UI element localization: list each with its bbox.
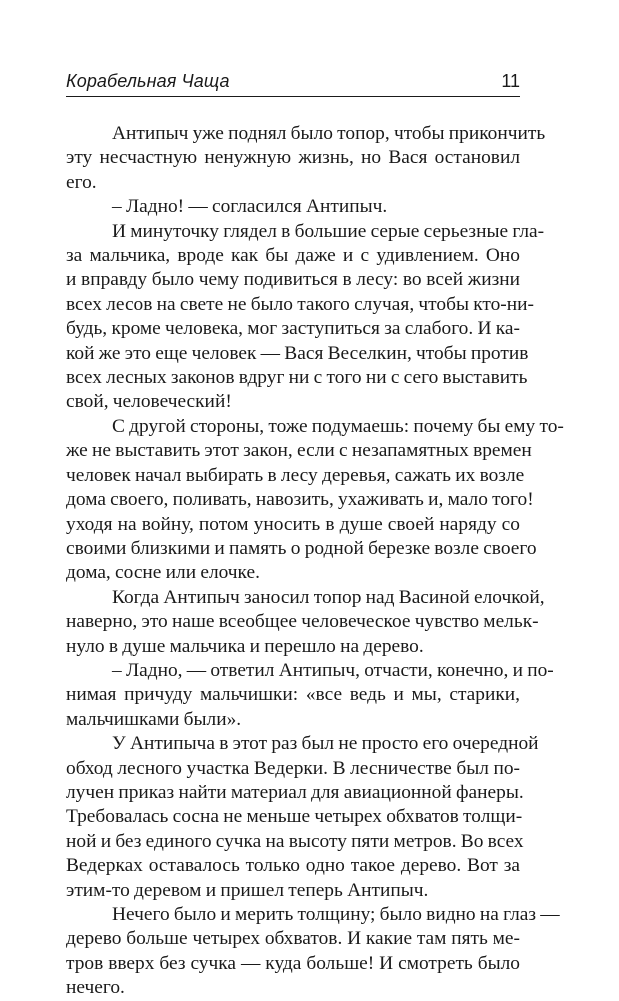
text-line: ной и без единого сучка на высоту пяти метров. Во всех [66, 830, 524, 852]
text-line: и вправду было чему подивиться в лесу: во всей жизни [66, 269, 520, 291]
text-line: обход лесного участка Ведерки. В лесничестве был по- [66, 757, 520, 779]
text-line: всех лесных законов вдруг ни с того ни с сего выставить [66, 367, 528, 389]
running-header [66, 70, 520, 97]
text-line: тров вверх без сучка — куда больше! И смотреть было [66, 952, 520, 974]
text-line: наверно, это наше всеобщее человеческое чувство мельк- [66, 611, 539, 633]
text-line: уходя на войну, потом уносить в душе своей наряду со [66, 513, 520, 535]
paragraph [66, 195, 520, 219]
text-line: И минуточку глядел в большие серые серьезные гла- [112, 220, 545, 242]
text-line: Когда Антипыч заносил топор над Васиной елочкой, [112, 586, 545, 608]
paragraph [66, 903, 560, 1001]
text-line: дерево больше четырех обхватов. И какие там пять ме- [66, 928, 520, 950]
text-line: за мальчика, вроде как бы даже и с удивлением. Оно [66, 245, 520, 267]
text-line: дома своего, поливать, навозить, ухаживать и, мало того! [66, 489, 534, 511]
text-line: эту несчастную ненужную жизнь, но Вася остановил [66, 147, 520, 169]
text-line: лучен приказ найти материал для авиационной фанеры. [66, 781, 524, 803]
text-line: – Ладно, — ответил Антипыч, отчасти, конечно, и по- [112, 659, 554, 681]
text-line: С другой стороны, тоже подумаешь: почему бы ему то- [112, 415, 564, 437]
text-line: кой же это еще человек — Вася Веселкин, чтобы против [66, 342, 529, 364]
page-number: 11 [501, 71, 520, 91]
paragraph [66, 659, 554, 732]
paragraph [66, 220, 545, 415]
book-title: Корабельная Чаща [66, 71, 230, 91]
text-line: У Антипыча в этот раз был не просто его очередной [112, 733, 539, 755]
text-line: – Ладно! — согласился Антипыч. [112, 196, 388, 218]
text-line: своими близкими и память о родной березке возле своего [66, 537, 537, 559]
text-line: нуло в душе мальчика и перешло на дерево. [66, 635, 424, 657]
text-line: человек начал выбирать в лесу деревья, сажать их возле [66, 464, 525, 486]
text-line: его. [66, 171, 97, 193]
text-line: мальчишками были». [66, 708, 242, 730]
body-text [66, 122, 564, 1001]
paragraph [66, 732, 539, 903]
text-line: Ведерках оставалось только одно такое дерево. Вот за [66, 855, 520, 877]
text-line: Требовалась сосна не меньше четырех обхватов толщи- [66, 806, 523, 828]
text-line: же не выставить этот закон, если с незапамятных времен [66, 440, 532, 462]
text-line: дома, сосне или елочке. [66, 562, 260, 584]
text-line: Антипыч уже поднял было топор, чтобы прикончить [112, 123, 546, 144]
paragraph [66, 415, 564, 586]
paragraph [66, 586, 545, 659]
text-line: будь, кроме человека, мог заступиться за слабого. И ка- [66, 318, 520, 340]
text-line: свой, человеческий! [66, 391, 232, 413]
text-line: этим-то деревом и пришел теперь Антипыч. [66, 879, 429, 901]
paragraph [66, 122, 546, 195]
text-line: нечего. [66, 977, 125, 999]
text-line: нимая причуду мальчишки: «все ведь и мы, старики, [66, 684, 520, 706]
text-line: Нечего было и мерить толщину; было видно на глаз — [112, 904, 560, 925]
text-line: всех лесов на свете не было такого случая, чтобы кто-ни- [66, 293, 534, 315]
